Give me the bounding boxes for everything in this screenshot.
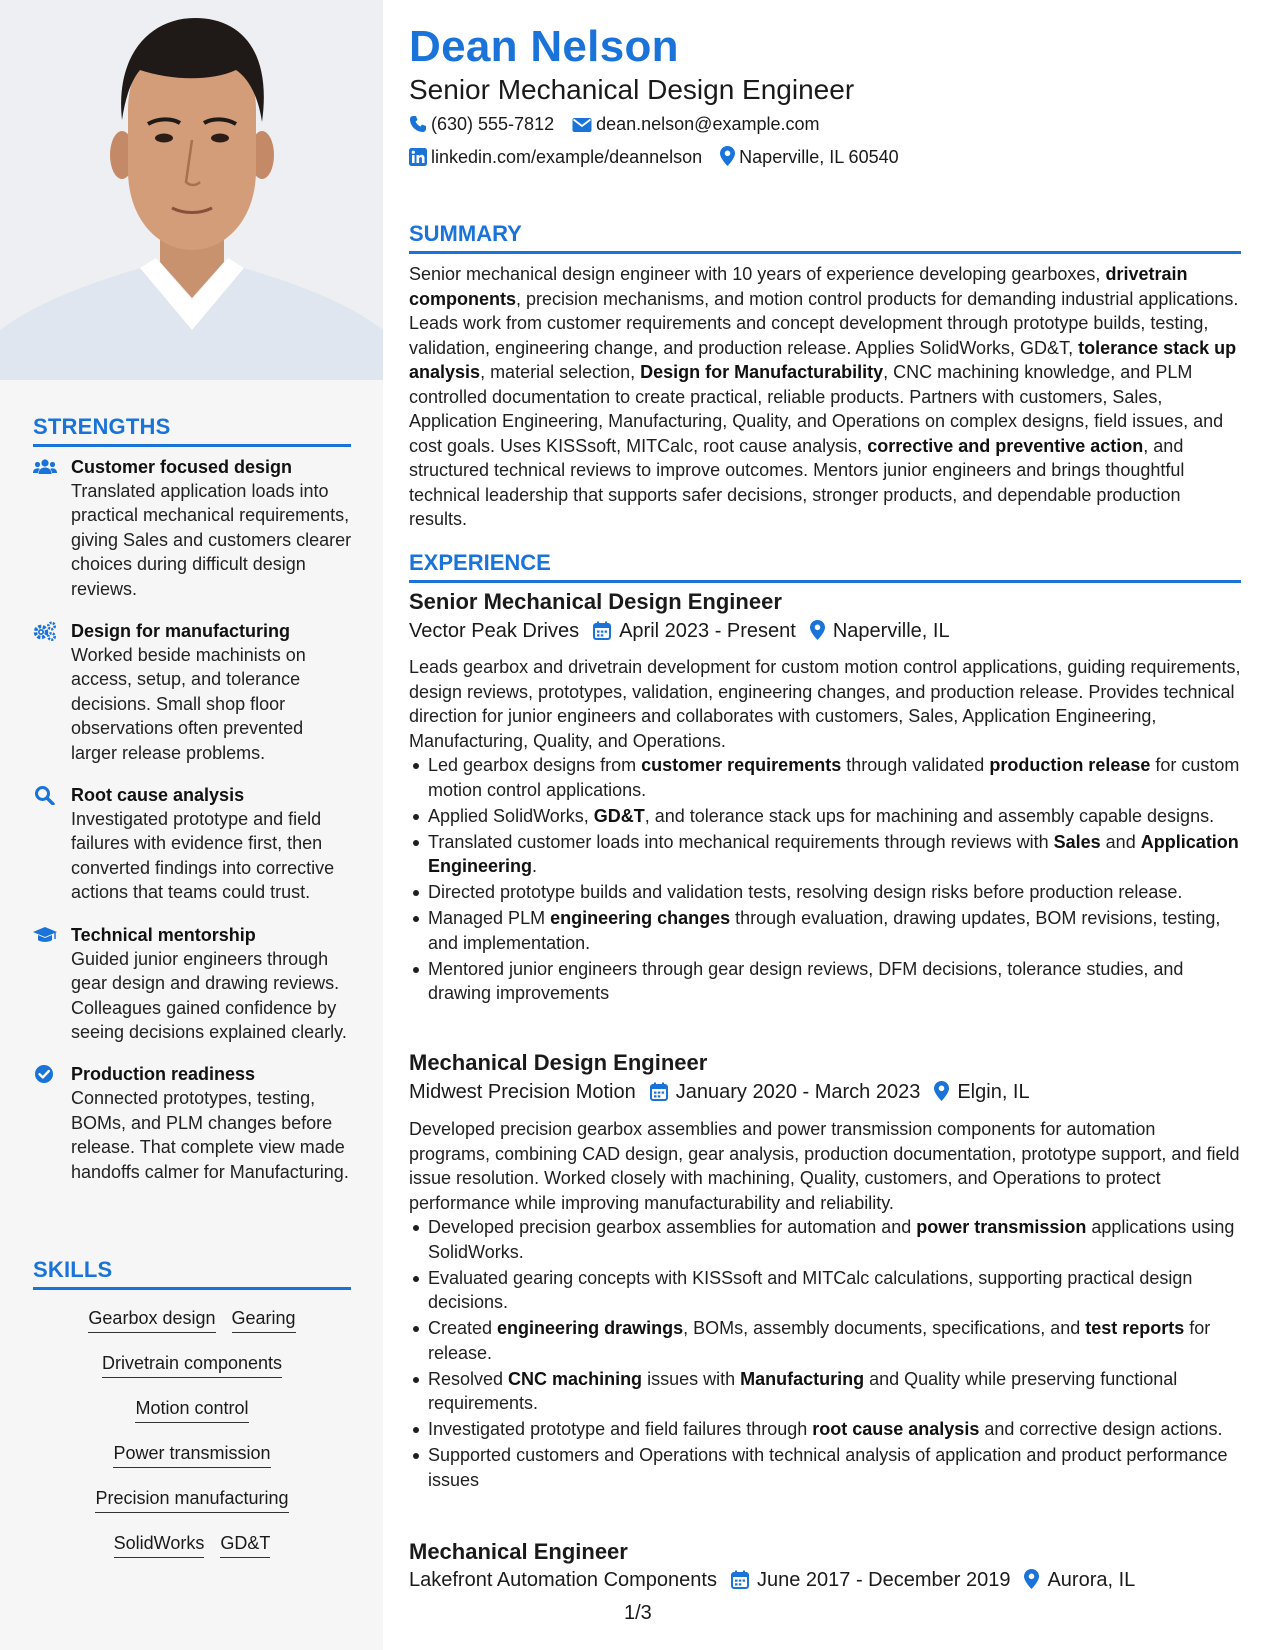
- strength-title: Customer focused design: [71, 457, 293, 477]
- bullet-text: Managed PLM: [428, 908, 551, 928]
- bullet-text: for custom motion control applications.: [428, 755, 1240, 800]
- calendar-icon: [593, 621, 611, 640]
- gears-icon: [33, 621, 57, 641]
- skill-tag: Precision manufacturing: [95, 1486, 288, 1513]
- job-bullets: [409, 753, 1241, 1007]
- bullet-text: for release.: [428, 1318, 1211, 1363]
- users-icon: [33, 457, 57, 477]
- job-title: Mechanical Engineer: [409, 1539, 628, 1564]
- phone-icon: [409, 115, 427, 133]
- summary-emphasis: Design for Manufacturability: [640, 362, 884, 382]
- search-icon: [33, 785, 57, 805]
- bullet-emphasis: CNC machining: [508, 1368, 643, 1389]
- bullet-item: [409, 830, 1241, 879]
- skill-tag: Gearbox design: [88, 1306, 215, 1333]
- job-location: Naperville, IL: [832, 620, 950, 642]
- bullet-emphasis: Sales: [1053, 831, 1101, 852]
- bullet-text: , BOMs, assembly documents, specifications, and: [683, 1318, 1086, 1338]
- skill-row: [33, 1441, 351, 1469]
- strength-description: Guided junior engineers through gear design and drawing reviews. Colleagues gained confidence by seeing decisions explained clearly.: [71, 948, 347, 1042]
- location-pin-icon: [810, 620, 825, 640]
- bullet-text: Developed precision gearbox assemblies for automation and: [428, 1217, 917, 1237]
- bullet-text: through evaluation, drawing updates, BOM revisions, testing, and implementation.: [428, 908, 1221, 953]
- strength-title: Production readiness: [71, 1064, 256, 1085]
- skill-tag: Drivetrain components: [102, 1351, 282, 1378]
- bullet-item: [409, 1266, 1241, 1315]
- bullet-item: [409, 1215, 1241, 1264]
- strength-item: [33, 455, 353, 601]
- strength-item: [33, 619, 353, 765]
- job-description: Leads gearbox and drivetrain development for custom motion control applications, guiding requirements, design reviews, prototypes, validation, engineering changes, and production release. Provides technical direction for junior engineers and collaborates with customers, Sales, Application Engineering, Manufacturing, Quality, and Operations.: [409, 657, 1241, 751]
- page-indicator: 1/3: [624, 1602, 652, 1624]
- job-meta: [409, 1081, 1030, 1104]
- job-dates: June 2017 - December 2019: [756, 1569, 1011, 1591]
- bullet-text: applications using SolidWorks.: [428, 1217, 1235, 1262]
- skills-list: [33, 1306, 351, 1576]
- skill-tag: GD&T: [220, 1531, 270, 1558]
- strength-description: Connected prototypes, testing, BOMs, and PLM changes before release. That complete view made handoffs calmer for Manufacturing.: [71, 1088, 349, 1182]
- job-location: Elgin, IL: [957, 1081, 1030, 1103]
- job-dates: April 2023 - Present: [619, 620, 796, 642]
- bullet-text: issues with: [642, 1368, 741, 1389]
- job-title: Senior Mechanical Design Engineer: [409, 589, 782, 614]
- calendar-icon: [731, 1570, 749, 1589]
- bullet-item: [409, 906, 1241, 955]
- candidate-headline: Senior Mechanical Design Engineer: [409, 74, 855, 105]
- bullet-text: Led gearbox designs from: [428, 755, 642, 775]
- bullet-emphasis: test reports: [1085, 1318, 1185, 1338]
- bullet-emphasis: production release: [989, 755, 1151, 775]
- bullet-text: and: [1100, 831, 1141, 852]
- graduation-cap-icon: [33, 925, 57, 945]
- bullet-text: Directed prototype builds and validation tests, resolving design risks before production release.: [428, 882, 1183, 902]
- bullet-text: Resolved: [428, 1368, 509, 1389]
- location-pin-icon: [934, 1081, 949, 1101]
- calendar-icon: [650, 1082, 668, 1101]
- job-location: Aurora, IL: [1047, 1569, 1136, 1591]
- strength-title: Root cause analysis: [71, 785, 245, 806]
- strength-item: [33, 1062, 353, 1184]
- skill-row: [33, 1396, 351, 1424]
- strength-description: Worked beside machinists on access, setup, and tolerance decisions. Small shop floor observations often prevented larger release problems.: [71, 645, 306, 763]
- skill-row: [33, 1486, 351, 1514]
- contact-row-1: [409, 114, 820, 135]
- skills-heading: SKILLS: [33, 1257, 351, 1290]
- linkedin-icon: [409, 148, 427, 166]
- bullet-emphasis: engineering drawings: [497, 1318, 684, 1338]
- bullet-emphasis: engineering changes: [550, 908, 731, 928]
- strength-item: [33, 923, 353, 1045]
- candidate-name: Dean Nelson: [409, 22, 679, 71]
- job-bullets: [409, 1215, 1241, 1494]
- summary-heading: SUMMARY: [409, 221, 1241, 254]
- location: Naperville, IL 60540: [739, 147, 899, 167]
- phone-number[interactable]: (630) 555-7812: [431, 114, 555, 134]
- bullet-item: [409, 1316, 1241, 1365]
- skill-tag: SolidWorks: [114, 1531, 205, 1558]
- location-pin-icon: [1024, 1569, 1039, 1589]
- bullet-emphasis: customer requirements: [641, 755, 842, 775]
- bullet-text: Translated customer loads into mechanical requirements through reviews with: [428, 831, 1054, 852]
- strengths-list: [33, 455, 353, 1202]
- experience-heading: EXPERIENCE: [409, 550, 1241, 583]
- profile-photo: [0, 0, 383, 380]
- summary-emphasis: drivetrain components: [409, 264, 1188, 309]
- summary-segment: , and structured technical reviews to improve outcomes. Mentors junior engineers and brings thoughtful technical leadership that supports safer decisions, stronger products, and dependable production results.: [409, 435, 1185, 529]
- bullet-item: [409, 1443, 1241, 1492]
- job-meta: [409, 1569, 1135, 1592]
- skill-tag: Gearing: [232, 1306, 296, 1333]
- contact-row-2: [409, 146, 899, 168]
- bullet-item: [409, 1417, 1241, 1442]
- bullet-text: and Quality while preserving functional requirements.: [428, 1368, 1178, 1413]
- skill-row: [33, 1306, 351, 1334]
- bullet-text: Supported customers and Operations with technical analysis of application and product performance issues: [428, 1445, 1228, 1490]
- sidebar: [0, 0, 383, 1650]
- bullet-emphasis: power transmission: [916, 1217, 1087, 1237]
- job-title: Mechanical Design Engineer: [409, 1050, 708, 1075]
- summary-text: [409, 262, 1241, 532]
- linkedin-link[interactable]: linkedin.com/example/deannelson: [431, 147, 703, 167]
- bullet-text: Investigated prototype and field failures through: [428, 1419, 813, 1439]
- skill-row: [33, 1531, 351, 1559]
- bullet-text: .: [532, 856, 538, 876]
- job-dates: January 2020 - March 2023: [675, 1081, 921, 1103]
- mail-icon: [572, 117, 592, 133]
- strength-title: Technical mentorship: [71, 924, 256, 945]
- strength-item: [33, 783, 353, 905]
- summary-segment: , material selection,: [480, 362, 641, 382]
- bullet-text: Applied SolidWorks,: [428, 805, 594, 826]
- check-circle-icon: [33, 1064, 57, 1084]
- bullet-text: Mentored junior engineers through gear design reviews, DFM decisions, tolerance studies, and drawing improvements: [428, 958, 1184, 1003]
- bullet-emphasis: GD&T: [593, 805, 645, 826]
- bullet-text: Evaluated gearing concepts with KISSsoft and MITCalc calculations, supporting practical design decisions.: [428, 1267, 1193, 1312]
- strength-description: Investigated prototype and field failures with evidence first, then converted findings into corrective actions that teams could trust.: [71, 809, 335, 903]
- bullet-item: [409, 880, 1241, 905]
- job-description: Developed precision gearbox assemblies and power transmission components for automation programs, combining CAD design, gear analysis, production documentation, prototype support, and field issue resolution. Worked closely with machining, Quality, customers, and Operations to protect performance while improving manufacturability and reliability.: [409, 1119, 1240, 1213]
- job-meta: [409, 620, 950, 643]
- email-address[interactable]: dean.nelson@example.com: [596, 114, 820, 134]
- strength-title: Design for manufacturing: [71, 621, 291, 642]
- company-name: Midwest Precision Motion: [409, 1081, 636, 1103]
- summary-segment: , precision mechanisms, and motion control products for demanding industrial applications. Leads work from customer requirements and concept development through prototype builds, testing, validation, engineering change, and production release. Applies SolidWorks, GD&T,: [409, 288, 1239, 358]
- summary-emphasis: tolerance stack up analysis: [409, 337, 1237, 382]
- bullet-emphasis: Manufacturing: [740, 1368, 865, 1389]
- skill-row: [33, 1351, 351, 1379]
- person-portrait-icon: [0, 0, 383, 380]
- strength-description: Translated application loads into practical mechanical requirements, giving Sales and customers clearer choices during difficult design reviews.: [71, 481, 352, 599]
- bullet-text: Created: [428, 1318, 498, 1338]
- bullet-text: , and tolerance stack ups for machining and assembly capable designs.: [644, 805, 1215, 826]
- summary-segment: Senior mechanical design engineer with 10 years of experience developing gearboxes,: [409, 264, 1106, 284]
- bullet-text: and corrective design actions.: [979, 1419, 1223, 1439]
- bullet-item: [409, 957, 1241, 1006]
- summary-emphasis: corrective and preventive action: [867, 435, 1144, 456]
- strengths-heading: STRENGTHS: [33, 414, 351, 447]
- location-pin-icon: [720, 146, 735, 166]
- company-name: Lakefront Automation Components: [409, 1569, 717, 1591]
- bullet-text: through validated: [841, 755, 990, 775]
- bullet-item: [409, 1367, 1241, 1416]
- company-name: Vector Peak Drives: [409, 620, 580, 642]
- bullet-emphasis: Application Engineering: [428, 831, 1239, 876]
- skill-tag: Motion control: [135, 1396, 248, 1423]
- bullet-item: [409, 804, 1241, 829]
- bullet-emphasis: root cause analysis: [812, 1419, 980, 1439]
- bullet-item: [409, 753, 1241, 802]
- summary-segment: , CNC machining knowledge, and PLM controlled documentation to create practical, reliable products. Partners with customers, Sales, Application Engineering, Manufacturing, Quality, and Operations on complex designs, field issues, and cost goals. Uses KISSsoft, MITCalc, root cause analysis,: [409, 362, 1224, 456]
- skill-tag: Power transmission: [113, 1441, 270, 1468]
